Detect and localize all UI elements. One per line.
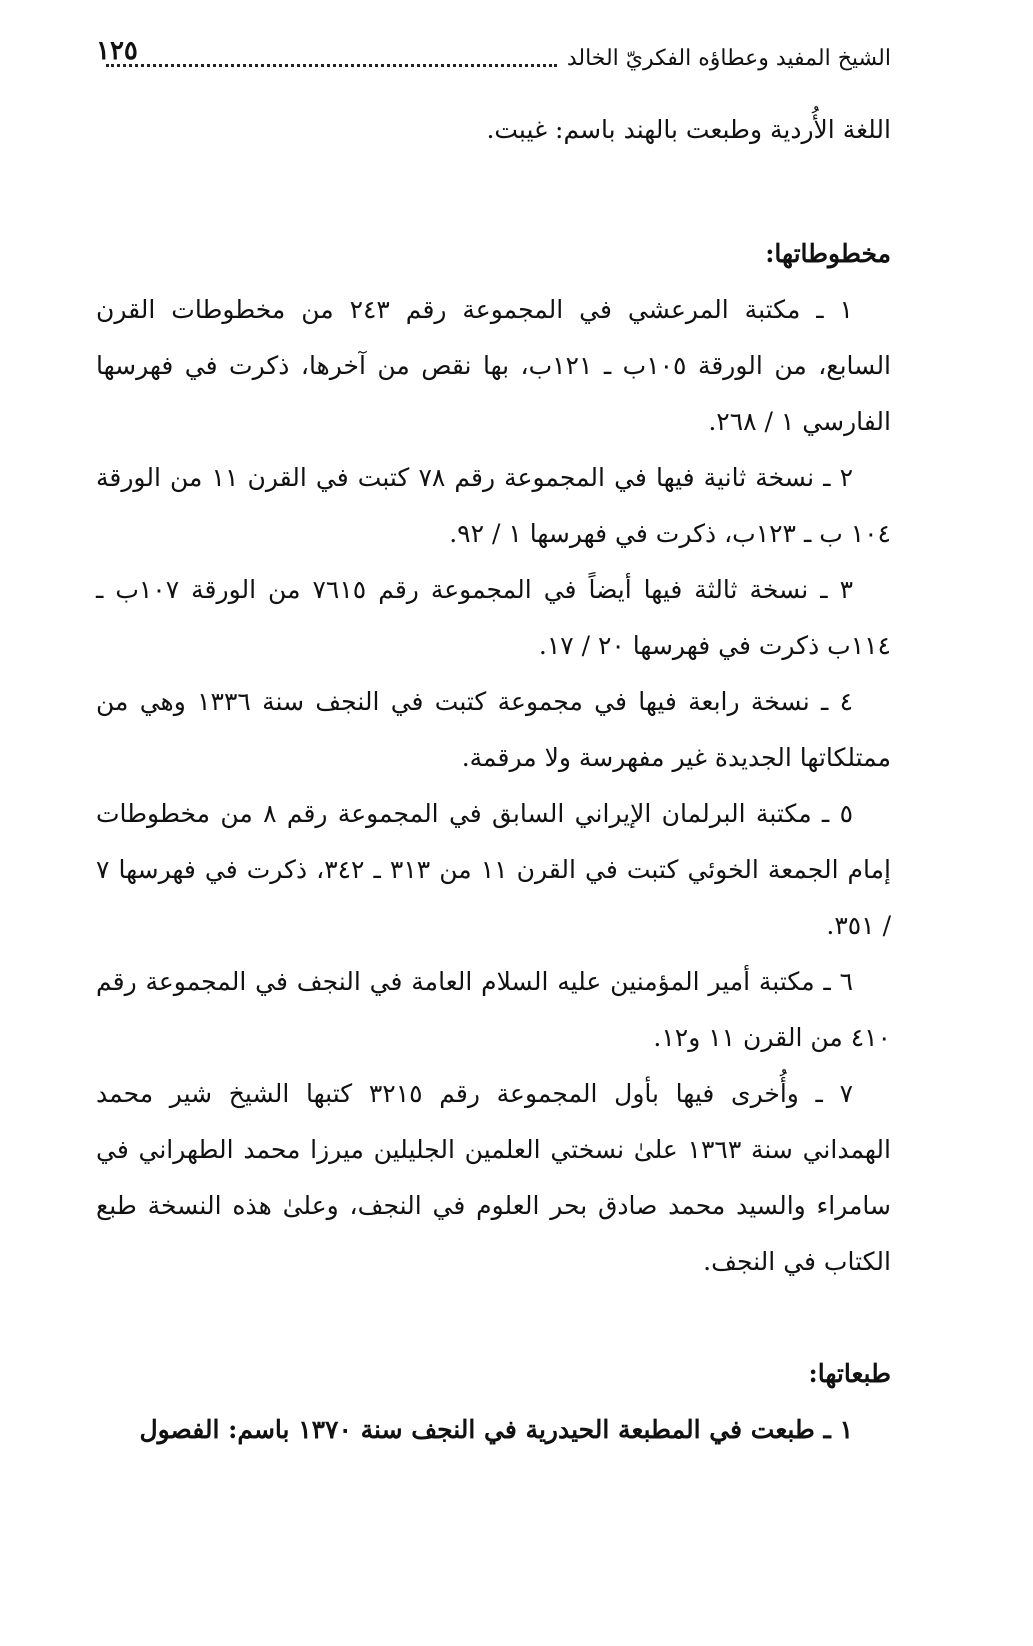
edition-item-1: ١ ـ طبعت في المطبعة الحيدرية في النجف سنة ١٣٧٠ باسم: الفصول xyxy=(139,1415,853,1444)
manuscript-item-6: ٦ ـ مكتبة أمير المؤمنين عليه السلام العامة في النجف في المجموعة رقم ٤١٠ من القرن ١١ و١٢. xyxy=(96,967,891,1052)
page-number: ١٢٥ xyxy=(96,36,138,66)
manuscripts-heading: مخطوطاتها: xyxy=(765,239,891,268)
intro-line: اللغة الأُردية وطبعت بالهند باسم: غيبت. xyxy=(486,115,891,144)
page-header xyxy=(96,36,891,80)
manuscript-item-1: ١ ـ مكتبة المرعشي في المجموعة رقم ٢٤٣ من مخطوطات القرن السابع، من الورقة ١٠٥ب ـ ١٢١ب، بها نقص من آخرها، ذكرت في فهرسها الفارسي ١ / ٢٦٨. xyxy=(96,295,892,436)
manuscript-item-7: ٧ ـ وأُخرى فيها بأول المجموعة رقم ٣٢١٥ كتبها الشيخ شير محمد الهمداني سنة ١٣٦٣ علىٰ نسختي العلمين الجليلين ميرزا محمد الطهراني في سامراء والسيد محمد صادق بحر العلوم في النجف، وعلىٰ هذه النسخة طبع الكتاب في النجف. xyxy=(96,1079,891,1276)
running-title: الشيخ المفيد وعطاؤه الفكريّ الخالد xyxy=(566,45,891,71)
dotted-leader xyxy=(106,62,557,67)
manuscript-item-5: ٥ ـ مكتبة البرلمان الإيراني السابق في المجموعة رقم ٨ من مخطوطات إمام الجمعة الخوئي كتبت في القرن ١١ من ٣١٣ ـ ٣٤٢، ذكرت في فهرسها ٧ / ٣٥١. xyxy=(96,799,891,940)
manuscript-item-3: ٣ ـ نسخة ثالثة فيها أيضاً في المجموعة رقم ٧٦١٥ من الورقة ١٠٧ب ـ ١١٤ب ذكرت في فهرسها ٢٠ / ١٧. xyxy=(96,575,891,660)
body-text xyxy=(96,102,891,1458)
editions-heading: طبعاتها: xyxy=(808,1359,891,1388)
manuscript-item-2: ٢ ـ نسخة ثانية فيها في المجموعة رقم ٧٨ كتبت في القرن ١١ من الورقة ١٠٤ ب ـ ١٢٣ب، ذكرت في فهرسها ١ / ٩٢. xyxy=(96,463,891,548)
section-gap xyxy=(96,1290,891,1346)
manuscript-item-4: ٤ ـ نسخة رابعة فيها في مجموعة كتبت في النجف سنة ١٣٣٦ وهي من ممتلكاتها الجديدة غير مفهرسة ولا مرقمة. xyxy=(96,687,891,772)
